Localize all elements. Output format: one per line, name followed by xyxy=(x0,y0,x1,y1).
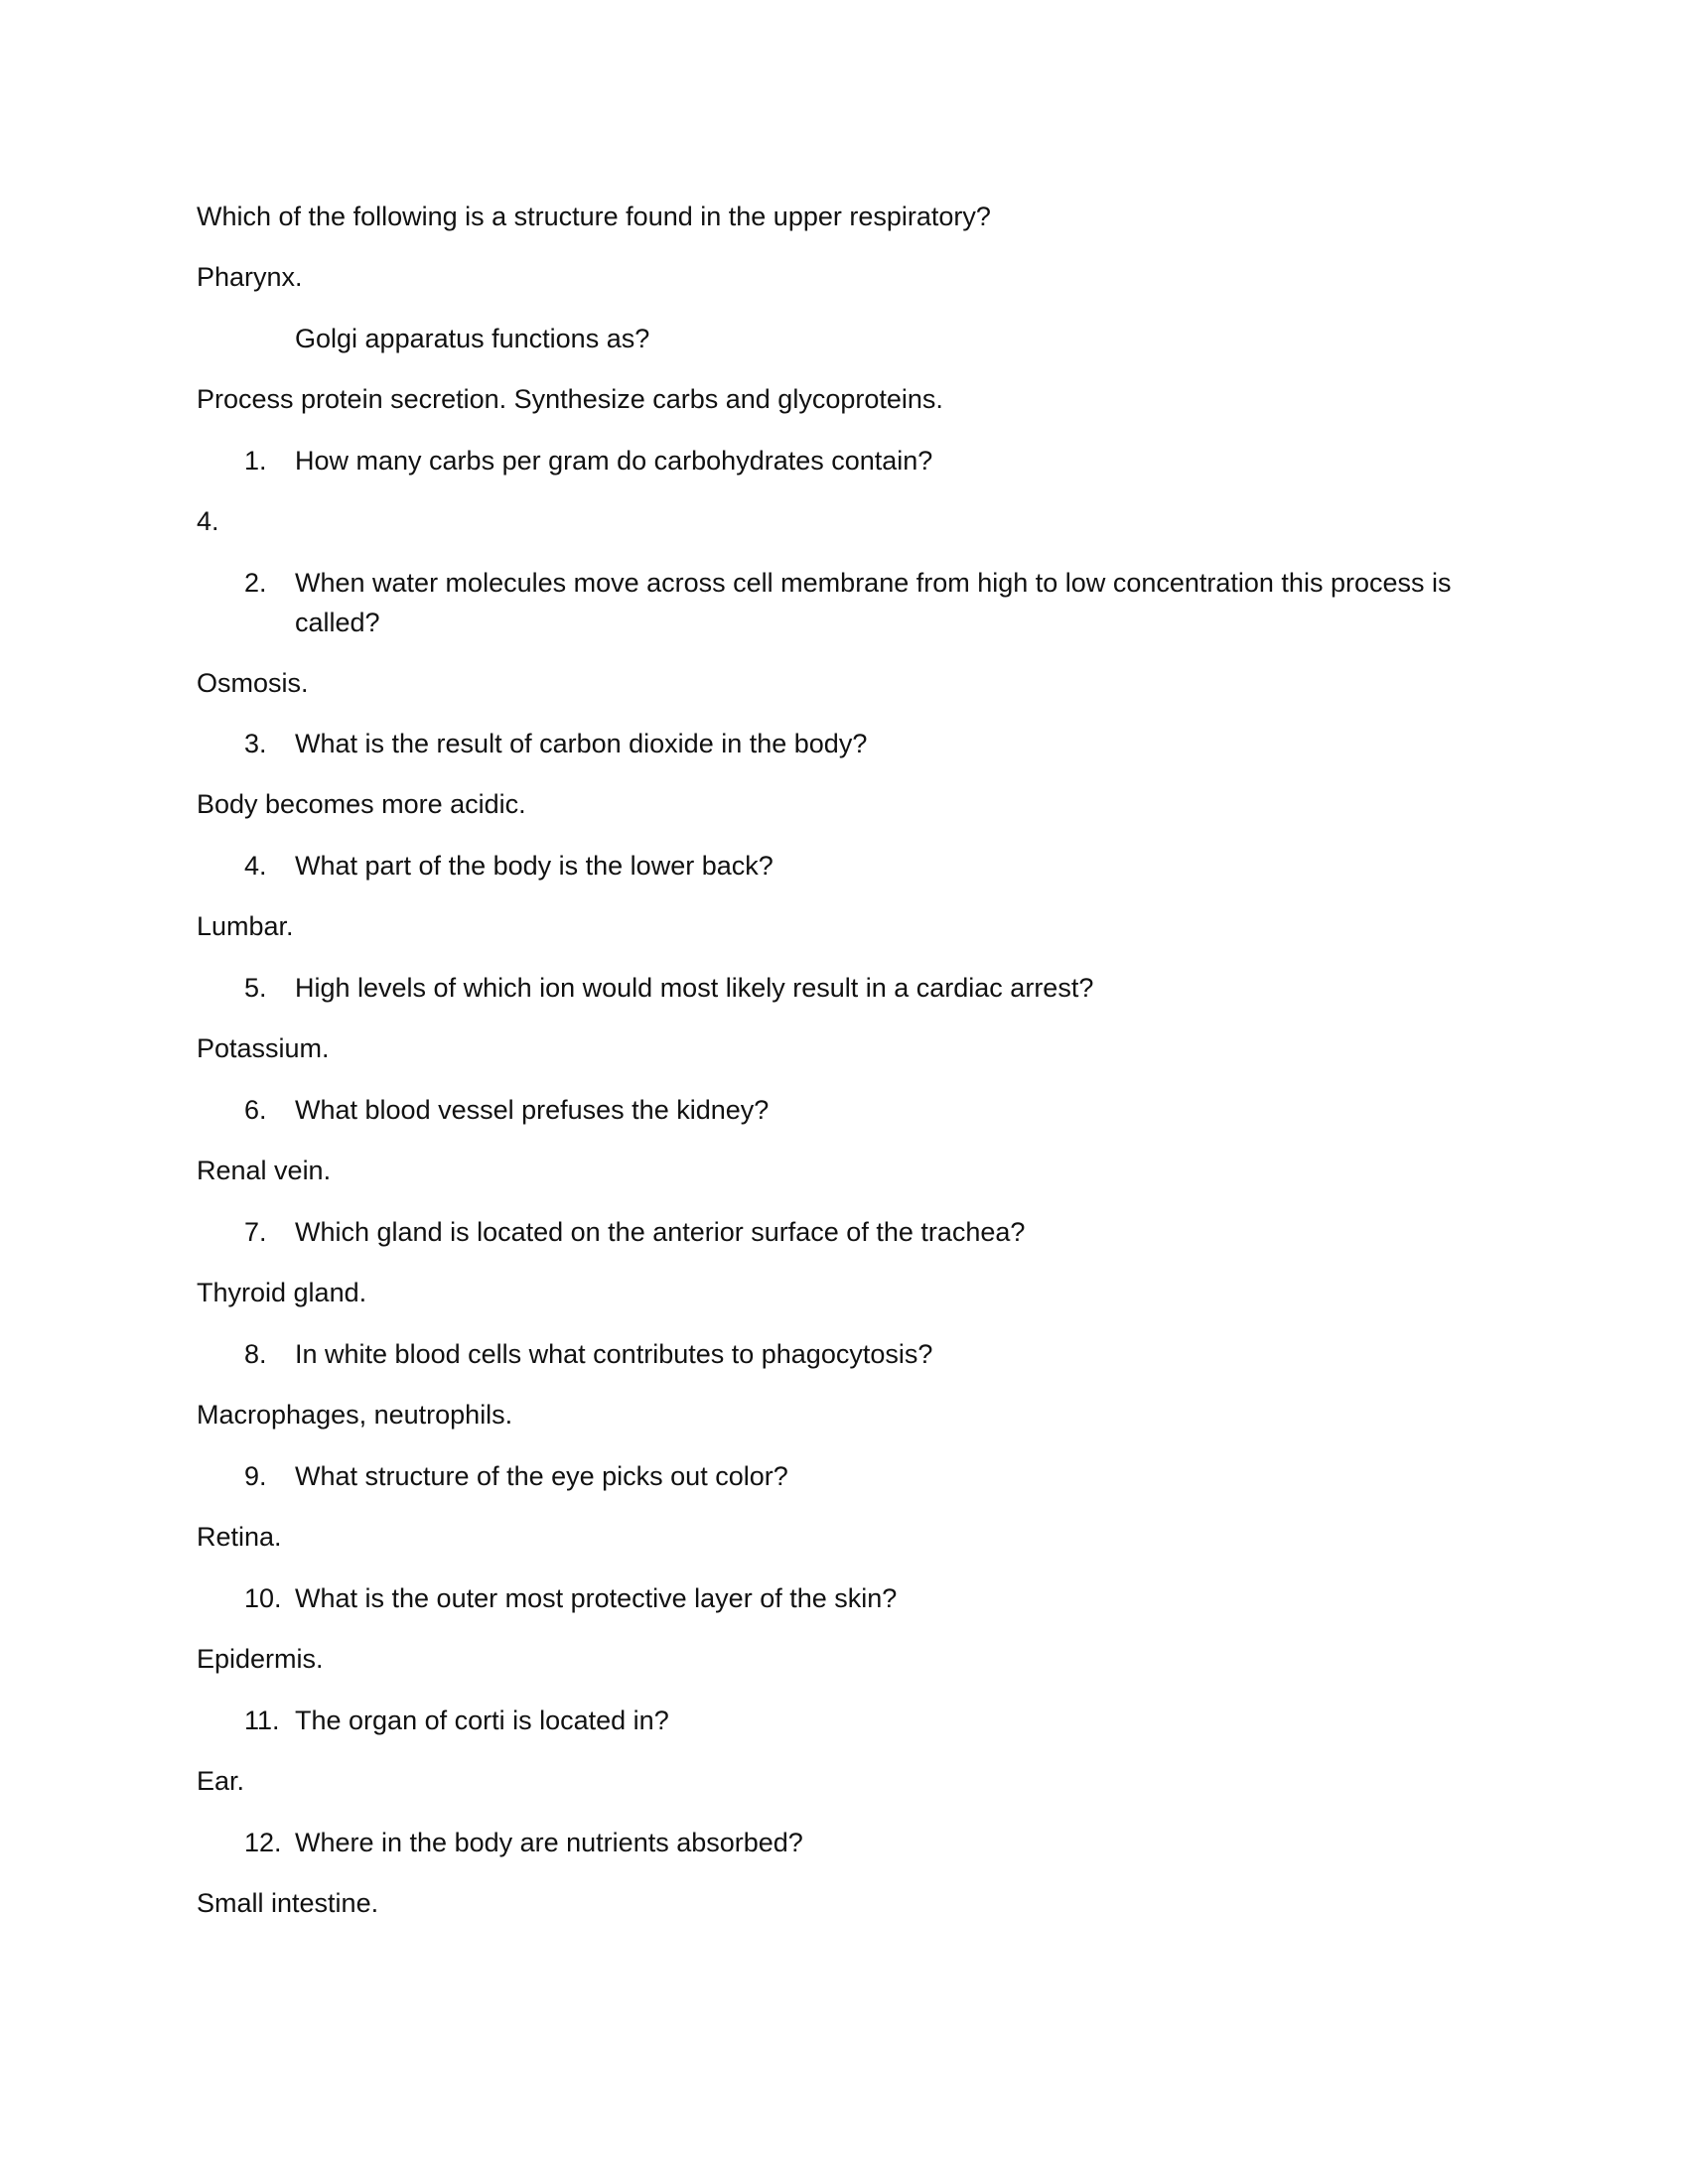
item-question: What is the result of carbon dioxide in the body? xyxy=(295,729,868,758)
item-question: What blood vessel prefuses the kidney? xyxy=(295,1095,770,1125)
item-question: The organ of corti is located in? xyxy=(295,1706,669,1735)
item-number: 12. xyxy=(244,1828,282,1857)
item-answer: Retina. xyxy=(197,1522,282,1552)
golgi-answer: Process protein secretion. Synthesize carbs and glycoproteins. xyxy=(197,384,943,414)
item-number: 4. xyxy=(244,851,267,881)
item-number: 11. xyxy=(244,1706,280,1735)
item-answer: Epidermis. xyxy=(197,1644,324,1674)
intro-answer: Pharynx. xyxy=(197,262,303,292)
item-question: How many carbs per gram do carbohydrates contain? xyxy=(295,446,933,476)
item-number: 1. xyxy=(244,446,267,476)
item-question: In white blood cells what contributes to phagocytosis? xyxy=(295,1339,933,1369)
item-question: Which gland is located on the anterior surface of the trachea? xyxy=(295,1217,1026,1247)
item-answer: 4. xyxy=(197,506,219,536)
item-answer: Osmosis. xyxy=(197,668,309,698)
item-question: What structure of the eye picks out color? xyxy=(295,1461,788,1491)
item-question: When water molecules move across cell membrane from high to low concentration this process is called? xyxy=(295,568,1452,637)
item-answer: Body becomes more acidic. xyxy=(197,789,526,819)
item-number: 6. xyxy=(244,1095,267,1125)
item-answer: Potassium. xyxy=(197,1033,330,1063)
item-number: 10. xyxy=(244,1583,282,1613)
item-answer: Ear. xyxy=(197,1766,245,1796)
item-number: 3. xyxy=(244,729,267,758)
item-answer: Thyroid gland. xyxy=(197,1278,367,1307)
item-question: High levels of which ion would most likely result in a cardiac arrest? xyxy=(295,973,1094,1003)
item-number: 2. xyxy=(244,568,267,598)
item-answer: Macrophages, neutrophils. xyxy=(197,1400,513,1430)
item-question: What is the outer most protective layer of the skin? xyxy=(295,1583,898,1613)
golgi-question: Golgi apparatus functions as? xyxy=(295,324,650,353)
item-number: 5. xyxy=(244,973,267,1003)
item-answer: Renal vein. xyxy=(197,1156,332,1185)
item-question: What part of the body is the lower back? xyxy=(295,851,774,881)
item-number: 8. xyxy=(244,1339,267,1369)
item-question: Where in the body are nutrients absorbed? xyxy=(295,1828,803,1857)
item-answer: Lumbar. xyxy=(197,911,294,941)
item-number: 7. xyxy=(244,1217,267,1247)
item-answer: Small intestine. xyxy=(197,1888,379,1918)
item-number: 9. xyxy=(244,1461,267,1491)
intro-question: Which of the following is a structure found in the upper respiratory? xyxy=(197,202,991,231)
